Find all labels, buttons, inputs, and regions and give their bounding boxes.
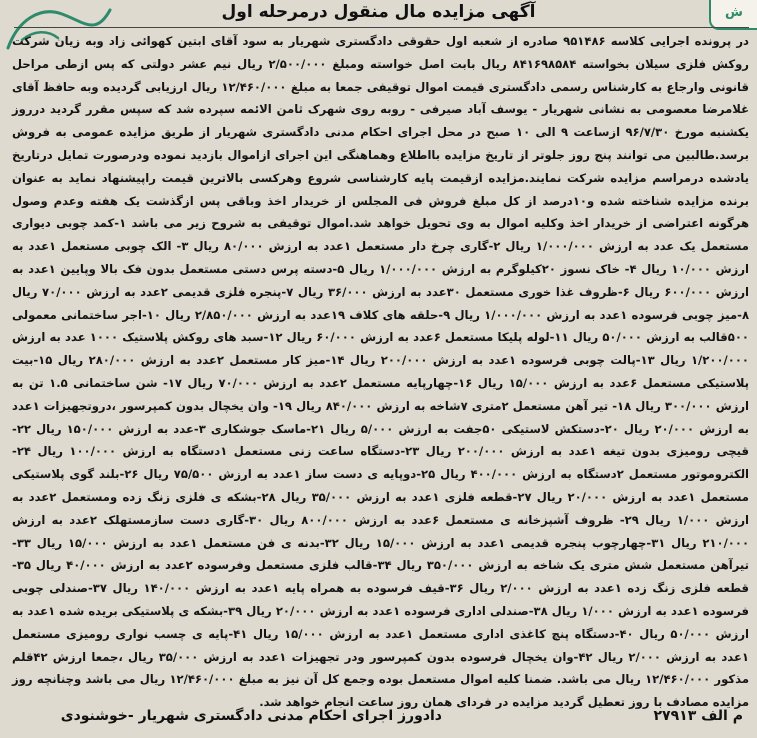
notice-issuer: دادورز اجرای احکام مدنی دادگستری شهریار -خوشنودی [60,708,442,724]
title-divider [14,27,749,28]
notice-title: آگهی مزایده مال منقول درمرحله اول [221,2,536,22]
ink-stamp: ش [709,0,757,30]
notice-reference: م الف ۲۷۹۱۳ [653,708,743,724]
notice-body: در پرونده اجرایی کلاسه ۹۵۱۴۸۶ صادره از شعبه اول حقوقی دادگستری شهریار به سود آقای ابتین کهوائی زاد وبه زیان شرکت روکش فلزی سیلان بخواسته ۸۴۱۶۹۸۵۸۴ ریال بابت اصل خواسته ومبلغ ۲/۵۰۰/۰۰۰ ریال نیم عشر دولتی که پس ازطی مراحل قانونی وارجاع به کارشناس رسمی دادگستری قیمت اموال توقیفی جمعا به مبلغ ۱۲/۴۶۰/۰۰۰ ریال ارزیابی گردیده وبه حافظ آقای غلامرضا معصومی به نشانی شهریار - یوسف آباد صیرفی - روبه روی شهرک ثامن الائمه سپرده شد که سپس مقرر گردید درروز یکشنبه مورخ ۹۶/۷/۳۰ ازساعت ۹ الی ۱۰ صبح در محل اجرای احکام مدنی دادگستری شهریار از طریق مزایده عمومی به فروش برسد.طالبین می توانند پنج روز جلوتر از تاریخ مزایده بااطلاع وهماهنگی این اجرای ازاموال بازدید نموده ودرصورت تمایل درتاریخ یادشده درمراسم مزایده شرکت نمایند.مزایده ازقیمت پایه کارشناسی شروع وهرکسی بالاترین قیمت راپیشنهاد نماید به عنوان برنده مزایده شناخته شده و۱۰درصد از کل مبلغ فروش فی المجلس از خریدار اخذ وباقی پس ازگذشت یک هفته وعدم وصول هرگونه اعتراضی از خریدار اخذ وکلیه اموال به وی تحویل خواهد شد.اموال توقیفی به شروح زیر می باشد ۱-کمد چوبی دیواری مستعمل یک عدد به ارزش ۱/۰۰۰/۰۰۰ ریال ۲-گاری چرخ دار مستعمل ۱عدد به ارزش ۸۰/۰۰۰ ریال ۳- الک چوبی مستعمل ۱عدد به ارزش ۱۰/۰۰۰ ریال ۴- خاک نسوز ۲۰کیلوگرم به ارزش ۱/۰۰۰/۰۰۰ ریال ۵-دسته پرس دستی مستعمل بدون فک بالا وپایین ۱عدد به ارزش ۶۰۰/۰۰۰ ریال ۶-ظروف غذا خوری مستعمل ۳۰عدد به ارزش ۳۶/۰۰۰ ریال ۷-پنجره فلزی قدیمی ۲عدد به ارزش ۷۰/۰۰۰ ریال ۸-میز چوبی فرسوده ۱عدد به ارزش ۱/۰۰۰/۰۰۰ ریال ۹-حلقه های کلاف ۱۹عدد به ارزش ۲/۸۵۰/۰۰۰ ریال ۱۰-اجر ساختمانی معمولی ۵۰۰قالب به ارزش ۵۰/۰۰۰ ریال ۱۱-لوله پلیکا مستعمل ۶عدد به ارزش ۶۰/۰۰۰ ریال ۱۲-سبد های روکش پلاستیک ۱۰۰۰ عدد به ارزش ۱/۲۰۰/۰۰۰ ریال ۱۳-پالت چوبی فرسوده ۱عدد به ارزش ۲۰۰/۰۰۰ ریال ۱۴-میز کار مستعمل ۲عدد به ارزش ۲۸۰/۰۰۰ ریال ۱۵-بیت پلاستیکی مستعمل ۶عدد به ارزش ۱۵/۰۰۰ ریال ۱۶-چهارپایه مستعمل ۲عدد به ارزش ۷۰/۰۰۰ ریال ۱۷- شن ساختمانی ۱.۵ تن به ارزش ۳۰۰/۰۰۰ ریال ۱۸- تیر آهن مستعمل ۲متری ۷شاخه به ارزش ۸۴۰/۰۰۰ ریال ۱۹- وان یخچال بدون کمپرسور ،دروتجهیزات ۱عدد به ارزش ۲۰/۰۰۰ ریال ۲۰-دستکش لاستیکی ۵۰جفت به ارزش ۵/۰۰۰ ریال ۲۱-ماسک جوشکاری ۳-عدد به ارزش ۱۵۰/۰۰۰ ریال ۲۲-قیچی رومیزی بدون تیغه ۱عدد به ارزش ۲۰۰/۰۰۰ ریال ۲۳-دستگاه ساعت زنی مستعمل ۱دستگاه به ارزش ۱۰۰/۰۰۰ ریال ۲۴-الکتروموتور مستعمل ۲دستگاه به ارزش ۴۰۰/۰۰۰ ریال ۲۵-دوپایه ی دست ساز ۱عدد به ارزش ۷۵/۵۰۰ ریال ۲۶-بلند گوی پلاستیکی مستعمل ۱عدد به ارزش ۲۰/۰۰۰ ریال ۲۷-قطعه فلزی ۱عدد به ارزش ۳۵/۰۰۰ ریال ۲۸-بشکه ی فلزی زنگ زده ومستعمل ۲عدد به ارزش ۱/۰۰۰ ریال ۲۹- ظروف آشپزخانه ی مستعمل ۶عدد به ارزش ۸۰۰/۰۰۰ ریال ۳۰-گاری دست سازمستهلک ۲عدد به ارزش ۲۱۰/۰۰۰ ریال ۳۱-چهارچوب پنجره قدیمی ۱عدد به ارزش ۱۵/۰۰۰ ریال ۳۲-بدنه ی فن مستعمل ۱عدد به ارزش ۱۵/۰۰۰ ریال ۳۳-تیرآهن مستعمل شش متری یک شاخه به ارزش ۳۵۰/۰۰۰ ریال ۳۴-قالب فلزی مستعمل وفرسوده ۲عدد به ارزش ۴۰/۰۰۰ ریال ۳۵-قطعه فلزی زنگ زده ۱عدد به ارزش ۲/۰۰۰ ریال ۳۶-قیف فرسوده به همراه پایه ۱عدد به ارزش ۱۴۰/۰۰۰ ریال ۳۷-صندلی چوبی فرسوده ۱عدد به ارزش ۱/۰۰۰ ریال ۳۸-صندلی اداری فرسوده ۱عدد به ارزش ۲۰/۰۰۰ ریال ۳۹-بشکه ی پلاستیکی بریده شده ۱عدد به ارزش ۵۰/۰۰۰ ریال ۴۰-دستگاه پنچ کاغذی اداری مستعمل ۱عدد به ارزش ۱۵/۰۰۰ ریال ۴۱-پایه ی چسب نواری رومیزی مستعمل ۱عدد به ارزش ۲/۰۰۰ ریال ۴۲-وان یخچال فرسوده بدون کمپرسور ودر تجهیزات ۱عدد به ارزش ۳۵/۰۰۰ ریال ،جمعا ارزش ۴۲قلم مذکور ۱۲/۴۶۰/۰۰۰ ریال می باشد. ضمنا کلیه اموال مستعمل بوده وجمع کل آن نیز به مبلغ ۱۲/۴۶۰/۰۰۰ ریال می باشد وچنانچه روز مزایده مصادف با روز تعطیل گردید مزایده در فردای همان روز ساعت انجام خواهد شد. [12,34,750,710]
